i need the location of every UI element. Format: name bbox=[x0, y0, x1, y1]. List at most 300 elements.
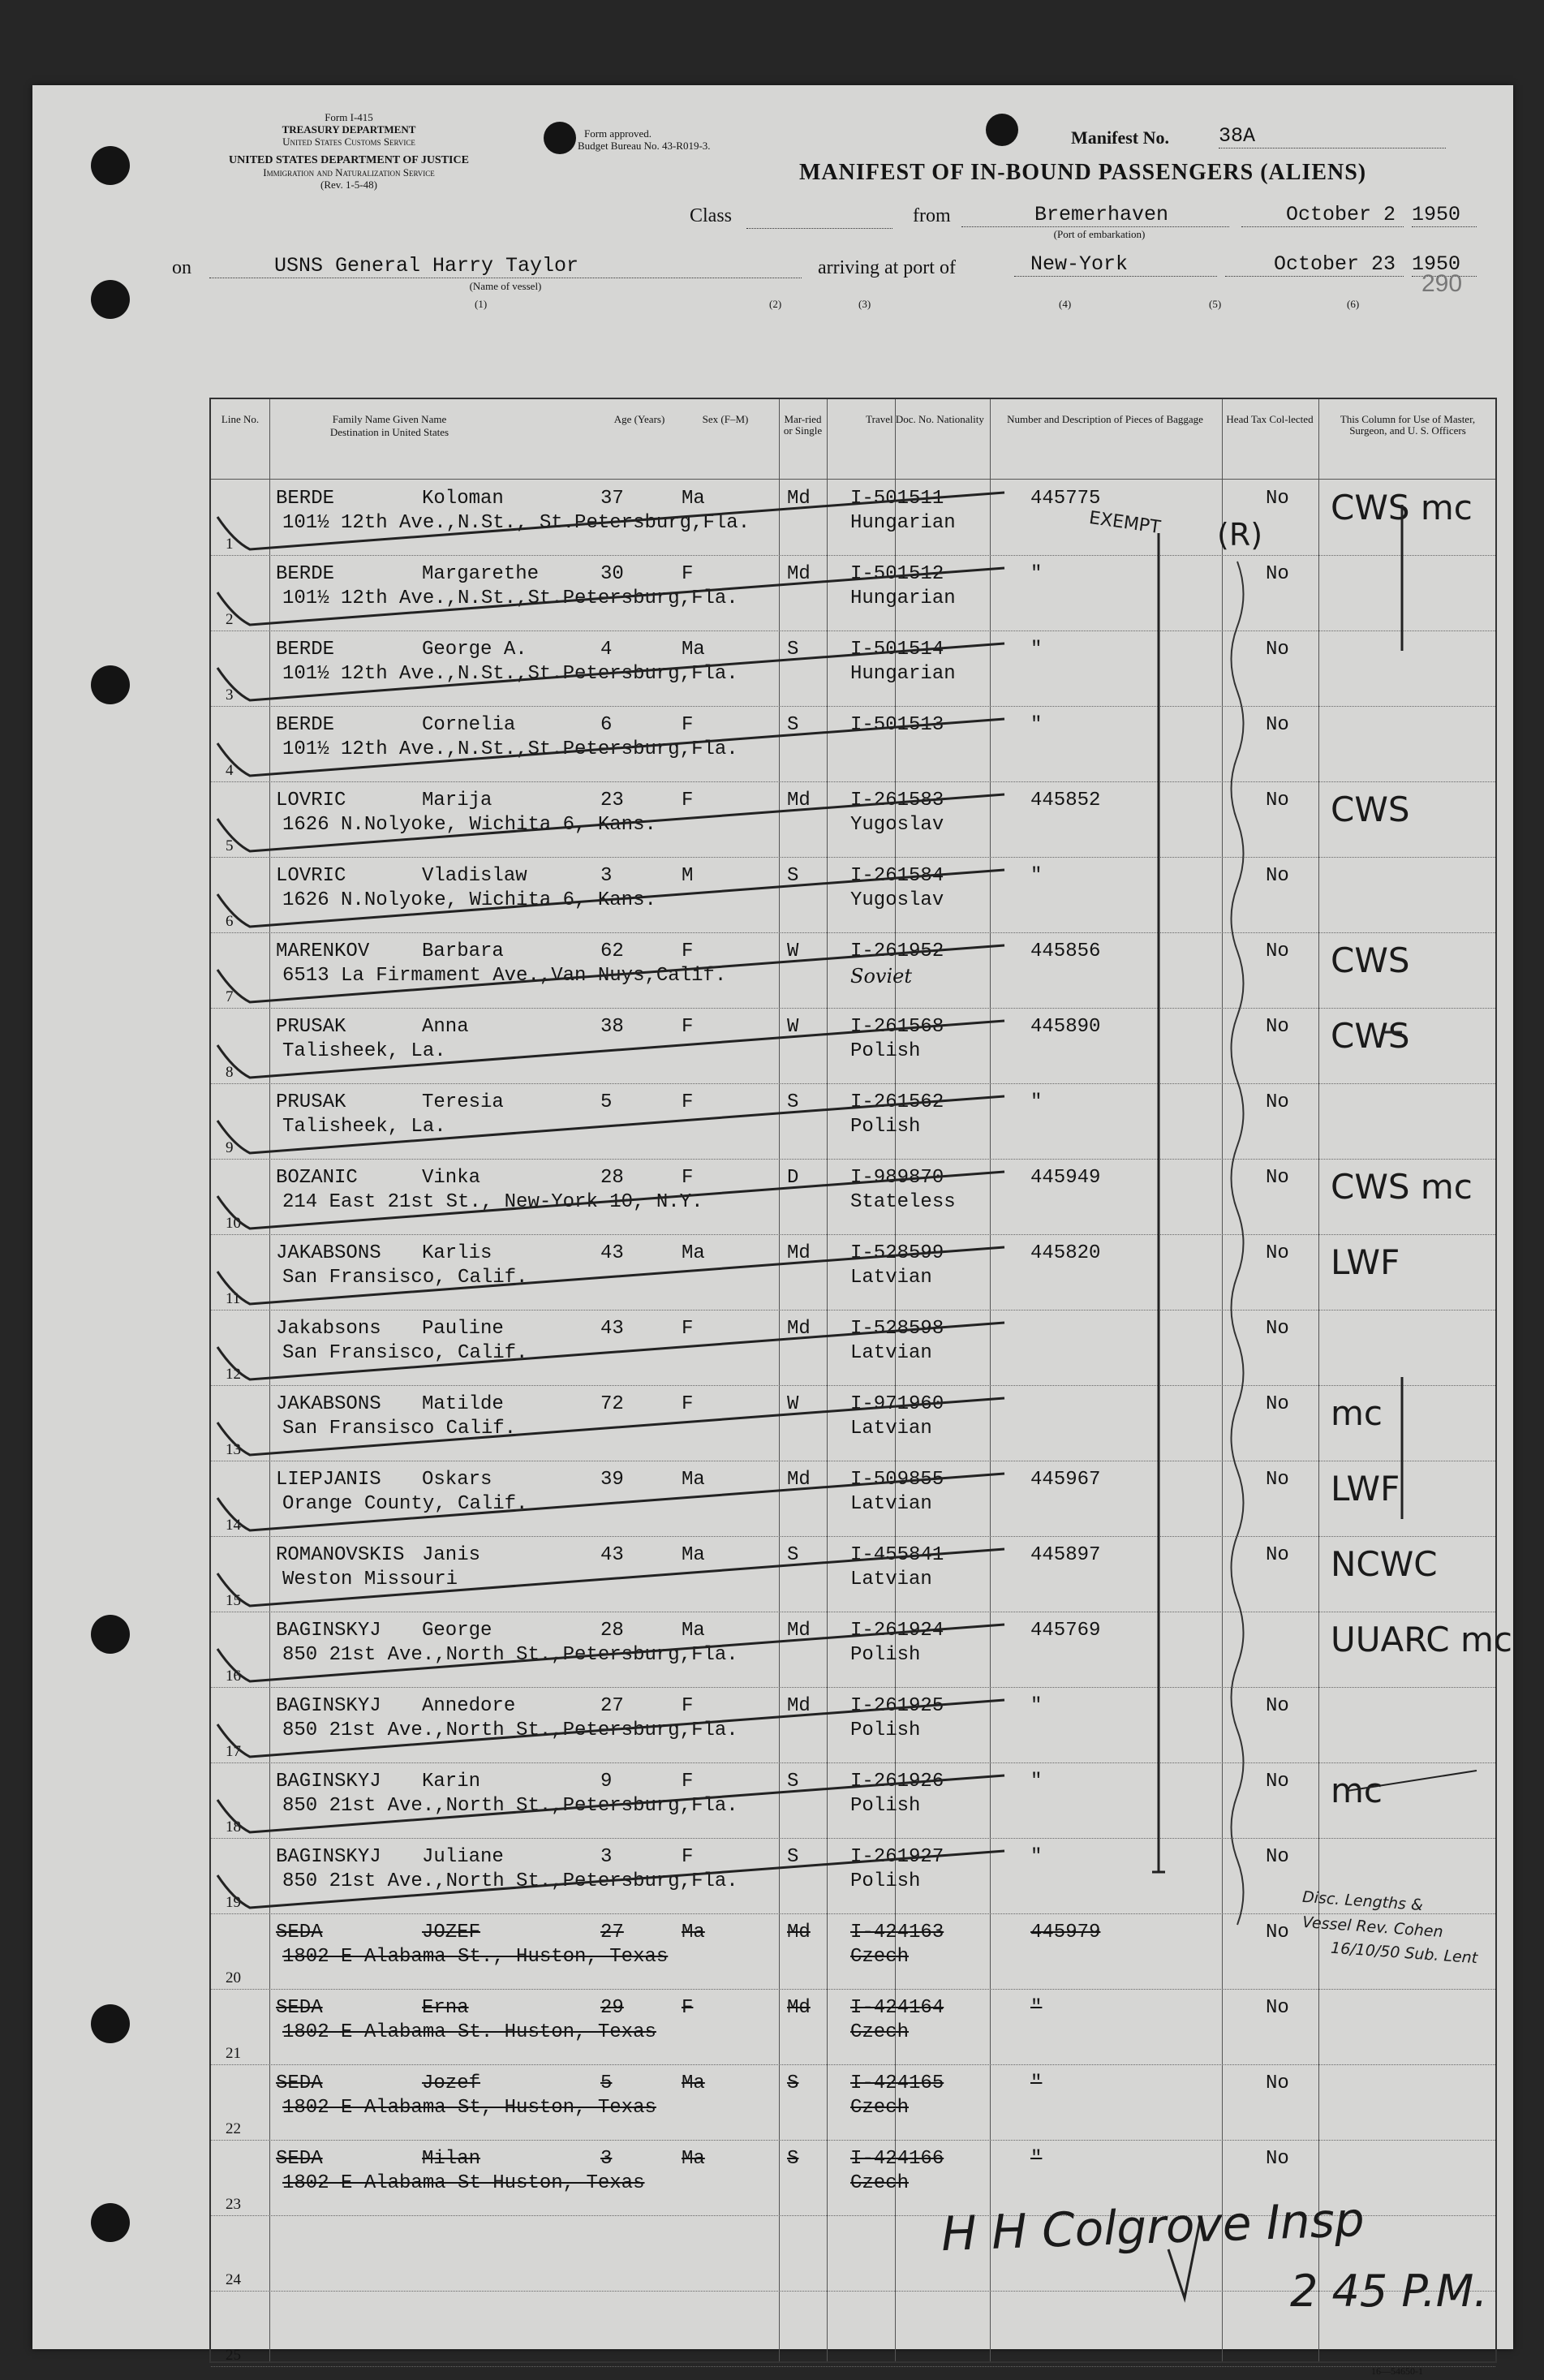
age: 23 bbox=[600, 790, 624, 811]
destination: 850 21st Ave.,North St.,Petersburg,Fla. bbox=[282, 1870, 738, 1892]
head-tax-wavy-line bbox=[1232, 562, 1244, 1925]
punch-hole bbox=[91, 1615, 130, 1654]
nationality: Latvian bbox=[850, 1418, 932, 1440]
col-number-6: (6) bbox=[1347, 298, 1360, 310]
arriving-label: arriving at port of bbox=[818, 257, 956, 278]
baggage: " bbox=[1030, 1771, 1043, 1793]
header-line-no: Line No. bbox=[221, 413, 260, 425]
sex: M bbox=[682, 865, 694, 887]
marital-status: Md bbox=[787, 488, 811, 510]
check-mark-icon bbox=[217, 1851, 1004, 1908]
nationality: Yugoslav bbox=[850, 814, 944, 836]
check-mark-icon bbox=[217, 643, 1004, 700]
embark-date: October 2 bbox=[1241, 203, 1404, 227]
head-tax: No bbox=[1266, 1091, 1289, 1113]
family-name: Jakabsons bbox=[276, 1318, 381, 1340]
check-mark-icon bbox=[217, 1474, 1004, 1530]
travel-doc-no: I-261952 bbox=[850, 940, 944, 962]
head-tax: No bbox=[1266, 563, 1289, 585]
officer-note: LWF bbox=[1331, 1469, 1400, 1508]
family-name: BOZANIC bbox=[276, 1167, 358, 1189]
class-field bbox=[746, 207, 892, 229]
age: 39 bbox=[600, 1469, 624, 1491]
marital-status: Md bbox=[787, 563, 811, 585]
line-number: 8 bbox=[226, 1064, 234, 1081]
header-travel-doc: Travel Doc. No. Nationality bbox=[866, 413, 984, 425]
destination: 850 21st Ave.,North St.,Petersburg,Fla. bbox=[282, 1719, 738, 1741]
signature-time: 2 45 P.M. bbox=[1290, 2266, 1488, 2317]
line-number: 18 bbox=[226, 1818, 241, 1836]
form-approved: Form approved. bbox=[584, 127, 652, 140]
family-name: SEDA bbox=[276, 2072, 323, 2094]
travel-doc-no: I-528598 bbox=[850, 1318, 944, 1340]
destination: San Fransisco, Calif. bbox=[282, 1267, 528, 1289]
marital-status: S bbox=[787, 2072, 799, 2094]
baggage: 445856 bbox=[1030, 940, 1101, 962]
head-tax: No bbox=[1266, 865, 1289, 887]
travel-doc-no: I-528599 bbox=[850, 1242, 944, 1264]
head-tax: No bbox=[1266, 2072, 1289, 2094]
marital-status: S bbox=[787, 1544, 799, 1566]
manifest-page bbox=[32, 85, 1513, 2377]
sex: Ma bbox=[682, 488, 705, 510]
marital-status: Md bbox=[787, 1695, 811, 1717]
destination: 6513 La Firmament Ave.,Van Nuys,Calif. bbox=[282, 965, 727, 987]
nationality: Latvian bbox=[850, 1569, 932, 1590]
age: 37 bbox=[600, 488, 624, 510]
given-name: Anna bbox=[422, 1016, 469, 1038]
nationality: Polish bbox=[850, 1870, 921, 1892]
punch-hole bbox=[91, 665, 130, 704]
line-number: 1 bbox=[226, 536, 234, 553]
col-number-2: (2) bbox=[769, 298, 782, 310]
family-name: SEDA bbox=[276, 1922, 323, 1943]
marital-status: Md bbox=[787, 1242, 811, 1264]
line-number: 17 bbox=[226, 1743, 241, 1760]
sex: Ma bbox=[682, 1922, 705, 1943]
marital-status: S bbox=[787, 639, 799, 661]
hand-note-line-3: 16/10/50 Sub. Lent bbox=[1330, 1939, 1478, 1968]
line-number: 20 bbox=[226, 1969, 241, 1986]
travel-doc-no: I-424166 bbox=[850, 2148, 944, 2170]
given-name: Oskars bbox=[422, 1469, 492, 1491]
sex: Ma bbox=[682, 2148, 705, 2170]
travel-doc-no: I-424164 bbox=[850, 1997, 944, 2019]
check-mark-icon bbox=[217, 1021, 1004, 1078]
age: 3 bbox=[600, 1846, 613, 1868]
nationality: Polish bbox=[850, 1040, 921, 1062]
sex: Ma bbox=[682, 1242, 705, 1264]
page-stamp: 290 bbox=[1421, 270, 1463, 297]
travel-doc-no: I-424165 bbox=[850, 2072, 944, 2094]
travel-doc-no: I-501514 bbox=[850, 639, 944, 661]
sex: F bbox=[682, 940, 694, 962]
family-name: LIEPJANIS bbox=[276, 1469, 381, 1491]
travel-doc-no: I-971960 bbox=[850, 1393, 944, 1415]
travel-doc-no: I-455841 bbox=[850, 1544, 944, 1566]
officer-note: CWS bbox=[1331, 940, 1410, 980]
age: 27 bbox=[600, 1922, 624, 1943]
family-name: BERDE bbox=[276, 714, 335, 736]
sex: F bbox=[682, 1695, 694, 1717]
line-number: 6 bbox=[226, 913, 234, 930]
line-number: 11 bbox=[226, 1290, 241, 1307]
check-mark-icon bbox=[217, 1398, 1004, 1455]
passenger-table bbox=[209, 398, 1512, 2364]
check-mark-icon bbox=[217, 1700, 1004, 1757]
baggage: " bbox=[1030, 2072, 1043, 2094]
age: 3 bbox=[600, 2148, 613, 2170]
check-mark-icon bbox=[217, 1625, 1004, 1681]
officer-note: mc bbox=[1331, 1771, 1383, 1810]
baggage: " bbox=[1030, 714, 1043, 736]
age: 9 bbox=[600, 1771, 613, 1793]
line-number: 10 bbox=[226, 1215, 241, 1232]
manifest-title: MANIFEST OF IN-BOUND PASSENGERS (ALIENS) bbox=[799, 160, 1367, 185]
travel-doc-no: I-261924 bbox=[850, 1620, 944, 1642]
given-name: Juliane bbox=[422, 1846, 504, 1868]
check-mark-icon bbox=[217, 1247, 1004, 1304]
travel-doc-no: I-501512 bbox=[850, 563, 944, 585]
head-tax: No bbox=[1266, 1242, 1289, 1264]
sex: F bbox=[682, 1318, 694, 1340]
marital-status: Md bbox=[787, 790, 811, 811]
punch-hole bbox=[91, 280, 130, 319]
line-number: 12 bbox=[226, 1366, 241, 1383]
destination: Talisheek, La. bbox=[282, 1040, 446, 1062]
line-number: 14 bbox=[226, 1517, 241, 1534]
col-number-5: (5) bbox=[1209, 298, 1222, 310]
header-baggage: Number and Description of Pieces of Baggage bbox=[1007, 413, 1203, 425]
check-mark-icon bbox=[217, 1323, 1004, 1379]
family-name: JAKABSONS bbox=[276, 1393, 381, 1415]
head-tax: No bbox=[1266, 790, 1289, 811]
family-name: SEDA bbox=[276, 2148, 323, 2170]
header-sex: Sex (F–M) bbox=[702, 413, 749, 425]
on-label: on bbox=[172, 257, 191, 278]
nationality: Hungarian bbox=[850, 512, 956, 534]
line-number: 7 bbox=[226, 988, 234, 1005]
baggage: " bbox=[1030, 865, 1043, 887]
age: 27 bbox=[600, 1695, 624, 1717]
header-officers: This Column for Use of Master, Surgeon, and U. S. Officers bbox=[1340, 413, 1476, 437]
head-tax: No bbox=[1266, 714, 1289, 736]
destination: 1802 E Alabama St., Huston, Texas bbox=[282, 1946, 669, 1968]
line-number: 23 bbox=[226, 2196, 241, 2213]
check-mark-icon bbox=[217, 1775, 1004, 1832]
marital-status: S bbox=[787, 1846, 799, 1868]
age: 28 bbox=[600, 1620, 624, 1642]
sex: F bbox=[682, 1016, 694, 1038]
head-tax: No bbox=[1266, 1846, 1289, 1868]
from-label: from bbox=[913, 205, 951, 226]
line-number: 4 bbox=[226, 762, 234, 779]
destination: 1802 E Alabama St. Huston, Texas bbox=[282, 2021, 656, 2043]
given-name: Pauline bbox=[422, 1318, 504, 1340]
travel-doc-no: I-509855 bbox=[850, 1469, 944, 1491]
line-number: 19 bbox=[226, 1894, 241, 1911]
baggage: 445967 bbox=[1030, 1469, 1101, 1491]
check-mark-icon bbox=[217, 568, 1004, 625]
sex: F bbox=[682, 790, 694, 811]
header-married: Mar-ried or Single bbox=[783, 413, 823, 437]
nationality: Polish bbox=[850, 1116, 921, 1138]
nationality: Latvian bbox=[850, 1267, 932, 1289]
given-name: Milan bbox=[422, 2148, 481, 2170]
baggage: 445820 bbox=[1030, 1242, 1101, 1264]
punch-hole bbox=[986, 114, 1018, 146]
port-embark-caption: (Port of embarkation) bbox=[1053, 228, 1146, 240]
given-name: Annedore bbox=[422, 1695, 516, 1717]
ins-label: Immigration and Naturalization Service bbox=[263, 166, 435, 179]
nationality: Hungarian bbox=[850, 587, 956, 609]
header-age: Age (Years) bbox=[613, 413, 665, 425]
r-mark: (R) bbox=[1217, 517, 1263, 553]
destination: 101½ 12th Ave.,N.St.,St.Petersburg,Fla. bbox=[282, 663, 738, 685]
age: 62 bbox=[600, 940, 624, 962]
head-tax: No bbox=[1266, 1469, 1289, 1491]
baggage: " bbox=[1030, 563, 1043, 585]
sex: Ma bbox=[682, 1620, 705, 1642]
arrival-port: New-York bbox=[1014, 252, 1217, 277]
family-name: BAGINSKYJ bbox=[276, 1620, 381, 1642]
officer-note: LWF bbox=[1331, 1242, 1400, 1282]
arrival-date: October 23 bbox=[1225, 252, 1404, 277]
family-name: ROMANOVSKIS bbox=[276, 1544, 405, 1566]
baggage: 445897 bbox=[1030, 1544, 1101, 1566]
destination: 1802 E Alabama St Huston, Texas bbox=[282, 2172, 645, 2194]
marital-status: Md bbox=[787, 1922, 811, 1943]
check-mark-icon bbox=[217, 1096, 1004, 1153]
age: 43 bbox=[600, 1544, 624, 1566]
baggage: 445775 bbox=[1030, 488, 1101, 510]
marital-status: S bbox=[787, 714, 799, 736]
col-number-4: (4) bbox=[1059, 298, 1072, 310]
given-name: Barbara bbox=[422, 940, 504, 962]
family-name: LOVRIC bbox=[276, 790, 346, 811]
form-number: Form I-415 bbox=[325, 111, 373, 123]
nationality: Polish bbox=[850, 1719, 921, 1741]
destination: Orange County, Calif. bbox=[282, 1493, 528, 1515]
given-name: Vladislaw bbox=[422, 865, 527, 887]
given-name: Koloman bbox=[422, 488, 504, 510]
given-name: Erna bbox=[422, 1997, 469, 2019]
age: 30 bbox=[600, 563, 624, 585]
customs-label: United States Customs Service bbox=[282, 136, 415, 148]
sex: F bbox=[682, 714, 694, 736]
family-name: SEDA bbox=[276, 1997, 323, 2019]
head-tax: No bbox=[1266, 2148, 1289, 2170]
travel-doc-no: I-424163 bbox=[850, 1922, 944, 1943]
nationality: Latvian bbox=[850, 1493, 932, 1515]
sex: F bbox=[682, 1091, 694, 1113]
officer-note: UUARC mc bbox=[1331, 1620, 1512, 1659]
baggage: 445769 bbox=[1030, 1620, 1101, 1642]
marital-status: W bbox=[787, 940, 799, 962]
destination: San Fransisco, Calif. bbox=[282, 1342, 528, 1364]
given-name: Jozef bbox=[422, 2072, 481, 2094]
travel-doc-no: I-261584 bbox=[850, 865, 944, 887]
manifest-no-label: Manifest No. bbox=[1071, 127, 1169, 148]
exempt-mark: EXEMPT bbox=[1087, 507, 1162, 539]
sex: F bbox=[682, 1393, 694, 1415]
nationality: Polish bbox=[850, 1644, 921, 1666]
destination: 1626 N.Nolyoke, Wichita 6, Kans. bbox=[282, 814, 656, 836]
nationality: Czech bbox=[850, 2097, 910, 2119]
family-name: BAGINSKYJ bbox=[276, 1846, 381, 1868]
nationality: Yugoslav bbox=[850, 889, 944, 911]
sex: Ma bbox=[682, 639, 705, 661]
check-mark-icon bbox=[217, 870, 1004, 927]
destination: 850 21st Ave.,North St.,Petersburg,Fla. bbox=[282, 1644, 738, 1666]
destination: San Fransisco Calif. bbox=[282, 1418, 517, 1440]
family-name: PRUSAK bbox=[276, 1091, 346, 1113]
age: 28 bbox=[600, 1167, 624, 1189]
punch-hole bbox=[91, 2004, 130, 2043]
sex: F bbox=[682, 1846, 694, 1868]
age: 43 bbox=[600, 1318, 624, 1340]
manifest-no: 38A bbox=[1219, 124, 1446, 148]
nationality: Hungarian bbox=[850, 663, 956, 685]
destination: 101½ 12th Ave.,N.St., St.Petersburg,Fla. bbox=[282, 512, 750, 534]
marital-status: W bbox=[787, 1016, 799, 1038]
nationality: Stateless bbox=[850, 1191, 956, 1213]
given-name: Karin bbox=[422, 1771, 481, 1793]
travel-doc-no: I-261925 bbox=[850, 1695, 944, 1717]
head-tax: No bbox=[1266, 1016, 1289, 1038]
footer-code: 16—54650-1 bbox=[1371, 2365, 1423, 2377]
given-name: Janis bbox=[422, 1544, 481, 1566]
line-number: 24 bbox=[226, 2271, 241, 2288]
travel-doc-no: I-501513 bbox=[850, 714, 944, 736]
check-mark-icon bbox=[217, 1172, 1004, 1229]
sex: Ma bbox=[682, 2072, 705, 2094]
destination: 214 East 21st St., New-York 10, N.Y. bbox=[282, 1191, 703, 1213]
travel-doc-no: I-501511 bbox=[850, 488, 944, 510]
head-tax: No bbox=[1266, 488, 1289, 510]
travel-doc-no: I-261926 bbox=[850, 1771, 944, 1793]
officer-note: mc bbox=[1331, 1393, 1383, 1433]
given-name: Karlis bbox=[422, 1242, 492, 1264]
travel-doc-no: I-989870 bbox=[850, 1167, 944, 1189]
header-destination: Destination in United States bbox=[329, 426, 449, 438]
baggage: " bbox=[1030, 2148, 1043, 2170]
marital-status: Md bbox=[787, 1469, 811, 1491]
head-tax: No bbox=[1266, 1695, 1289, 1717]
port-of-embarkation: Bremerhaven bbox=[961, 203, 1229, 227]
age: 72 bbox=[600, 1393, 624, 1415]
head-tax: No bbox=[1266, 1997, 1289, 2019]
baggage: 445890 bbox=[1030, 1016, 1101, 1038]
given-name: George bbox=[422, 1620, 492, 1642]
nationality: Latvian bbox=[850, 1342, 932, 1364]
given-name: Teresia bbox=[422, 1091, 504, 1113]
officer-note: NCWC bbox=[1331, 1544, 1438, 1584]
given-name: George A. bbox=[422, 639, 527, 661]
head-tax: No bbox=[1266, 940, 1289, 962]
head-tax: No bbox=[1266, 1771, 1289, 1793]
family-name: BERDE bbox=[276, 563, 335, 585]
travel-doc-no: I-261562 bbox=[850, 1091, 944, 1113]
head-tax: No bbox=[1266, 1544, 1289, 1566]
travel-doc-no: I-261583 bbox=[850, 790, 944, 811]
nationality: Polish bbox=[850, 1795, 921, 1817]
marital-status: S bbox=[787, 1091, 799, 1113]
baggage: 445852 bbox=[1030, 790, 1101, 811]
line-number: 3 bbox=[226, 686, 234, 704]
sex: F bbox=[682, 1167, 694, 1189]
family-name: MARENKOV bbox=[276, 940, 370, 962]
age: 43 bbox=[600, 1242, 624, 1264]
travel-doc-no: I-261927 bbox=[850, 1846, 944, 1868]
age: 5 bbox=[600, 2072, 613, 2094]
line-number: 9 bbox=[226, 1139, 234, 1156]
baggage: " bbox=[1030, 639, 1043, 661]
destination: 101½ 12th Ave.,N.St.,St.Petersburg,Fla. bbox=[282, 738, 738, 760]
family-name: BAGINSKYJ bbox=[276, 1695, 381, 1717]
check-mark-icon bbox=[217, 794, 1004, 851]
baggage: " bbox=[1030, 1846, 1043, 1868]
check-mark-icon bbox=[217, 945, 1004, 1002]
destination: 101½ 12th Ave.,N.St.,St.Petersburg,Fla. bbox=[282, 587, 738, 609]
vessel-name: USNS General Harry Taylor bbox=[209, 254, 802, 278]
given-name: Matilde bbox=[422, 1393, 504, 1415]
check-mark-icon bbox=[217, 719, 1004, 776]
header-name: Family Name Given Name bbox=[332, 413, 447, 425]
col-number-1: (1) bbox=[475, 298, 488, 310]
line-number: 15 bbox=[226, 1592, 241, 1609]
travel-doc-no: I-261568 bbox=[850, 1016, 944, 1038]
header-head-tax: Head Tax Col-lected bbox=[1226, 413, 1314, 425]
budget-bureau: Budget Bureau No. 43-R019-3. bbox=[578, 140, 711, 152]
destination: Talisheek, La. bbox=[282, 1116, 446, 1138]
marital-status: S bbox=[787, 2148, 799, 2170]
marital-status: Md bbox=[787, 1318, 811, 1340]
baggage: " bbox=[1030, 1997, 1043, 2019]
line-number: 5 bbox=[226, 837, 234, 854]
family-name: JAKABSONS bbox=[276, 1242, 381, 1264]
age: 29 bbox=[600, 1997, 624, 2019]
marital-status: S bbox=[787, 1771, 799, 1793]
nationality: Czech bbox=[850, 1946, 910, 1968]
age: 3 bbox=[600, 865, 613, 887]
line-number: 25 bbox=[226, 2347, 241, 2364]
destination: 1802 E Alabama St, Huston, Texas bbox=[282, 2097, 656, 2119]
baggage: 445979 bbox=[1030, 1922, 1101, 1943]
marital-status: D bbox=[787, 1167, 799, 1189]
vessel-caption: (Name of vessel) bbox=[469, 280, 542, 292]
head-tax: No bbox=[1266, 1393, 1289, 1415]
officer-note: CWS mc bbox=[1331, 488, 1473, 527]
age: 6 bbox=[600, 714, 613, 736]
line-number: 2 bbox=[226, 611, 234, 628]
given-name: Margarethe bbox=[422, 563, 540, 585]
line-number: 16 bbox=[226, 1668, 241, 1685]
baggage: " bbox=[1030, 1695, 1043, 1717]
head-tax: No bbox=[1266, 1318, 1289, 1340]
family-name: BERDE bbox=[276, 639, 335, 661]
head-tax: No bbox=[1266, 1167, 1289, 1189]
officer-note: CWS bbox=[1331, 1016, 1410, 1056]
hand-marks bbox=[211, 399, 1495, 2361]
line-number: 22 bbox=[226, 2120, 241, 2137]
given-name: Vinka bbox=[422, 1167, 481, 1189]
punch-hole bbox=[544, 122, 576, 154]
age: 5 bbox=[600, 1091, 613, 1113]
given-name: Cornelia bbox=[422, 714, 516, 736]
marital-status: S bbox=[787, 865, 799, 887]
head-tax: No bbox=[1266, 639, 1289, 661]
